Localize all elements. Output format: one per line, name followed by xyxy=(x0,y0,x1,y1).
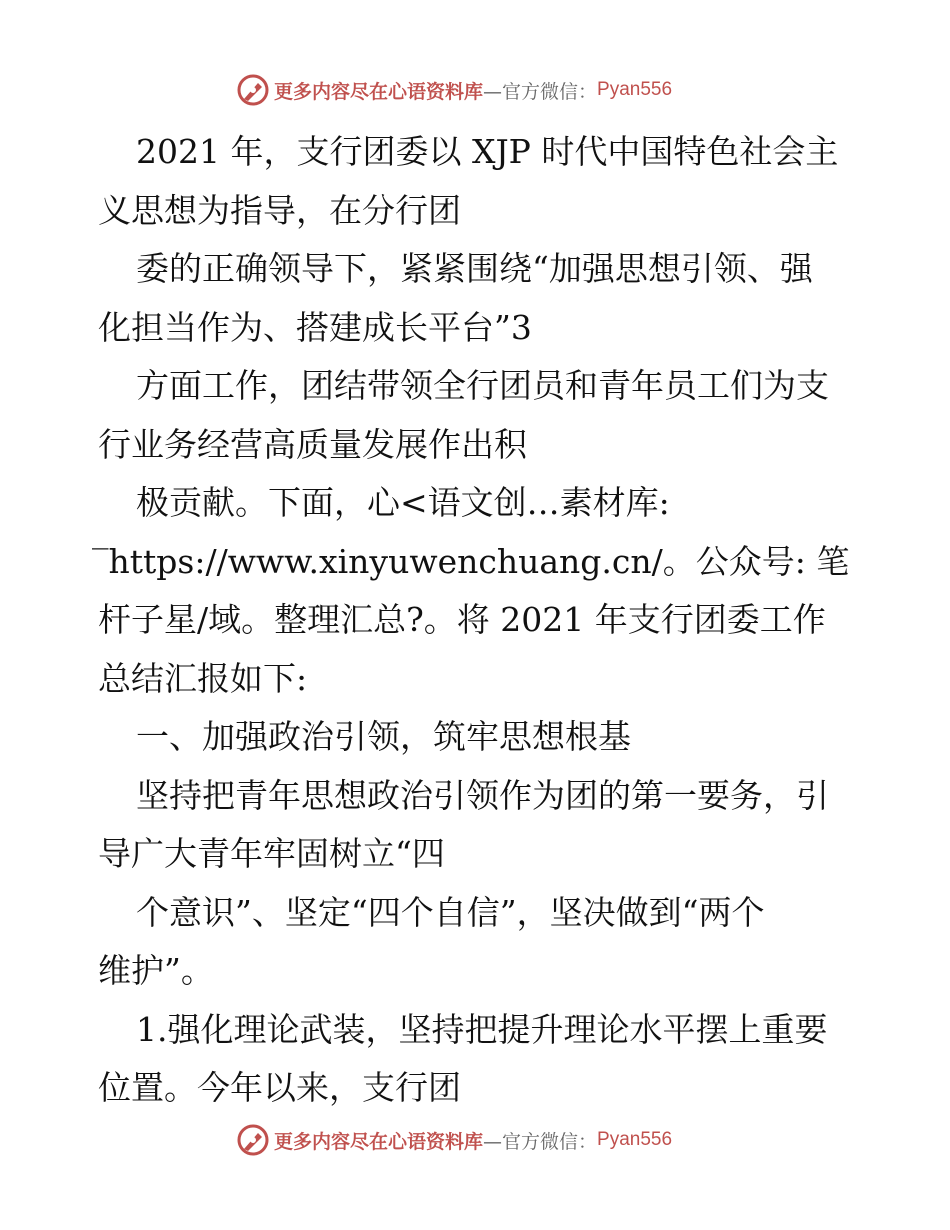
pen-logo-icon xyxy=(236,1123,270,1157)
banner-separator-text: —官方微信： xyxy=(483,1130,598,1153)
banner-wechat-id: Pyan556 xyxy=(597,79,673,100)
body-line: 杆子星/域。整理汇总?。将 2021 年支行团委工作 xyxy=(98,600,826,639)
banner-wechat-id: Pyan556 xyxy=(597,1129,673,1150)
body-line: 义思想为指导，在分行团 xyxy=(98,190,461,230)
body-line: 导广大青年牢固树立“四 xyxy=(98,834,445,873)
body-line: 化担当作为、搭建成长平台”3 xyxy=(98,307,532,347)
body-line-url: ‾https://www.xinyuwenchuang.cn/。公众号: 笔 xyxy=(92,541,850,581)
banner-separator-text: —官方微信： xyxy=(483,80,598,103)
body-line: 个意识”、坚定“四个自信”，坚决做到“两个 xyxy=(136,892,765,932)
body-line: 坚持把青年思想政治引领作为团的第一要务，引 xyxy=(136,775,829,815)
header-watermark xyxy=(236,72,672,108)
body-line: 位置。今年以来，支行团 xyxy=(98,1068,461,1107)
body-line: 行业务经营高质量发展作出积 xyxy=(98,424,527,464)
body-line: 极贡献。下面，心<语文创…素材库: xyxy=(136,483,670,522)
section-heading: 一、加强政治引领，筑牢思想根基 xyxy=(136,717,631,756)
body-line: 方面工作，团结带领全行团员和青年员工们为支 xyxy=(136,366,829,405)
footer-watermark xyxy=(236,1122,672,1158)
body-line: 委的正确领导下，紧紧围绕“加强思想引领、强 xyxy=(136,249,813,288)
body-line: 1.强化理论武装，坚持把提升理论水平摆上重要 xyxy=(136,1009,828,1049)
banner-site-text: 更多内容尽在心语资料库 xyxy=(274,80,484,103)
body-line: 总结汇报如下: xyxy=(98,658,308,698)
document-body xyxy=(92,123,858,1118)
body-line: 维护”。 xyxy=(98,951,214,990)
banner-site-text: 更多内容尽在心语资料库 xyxy=(274,1130,484,1153)
body-line: 2021 年，支行团委以 XJP 时代中国特色社会主 xyxy=(136,132,839,171)
pen-logo-icon xyxy=(236,73,270,107)
